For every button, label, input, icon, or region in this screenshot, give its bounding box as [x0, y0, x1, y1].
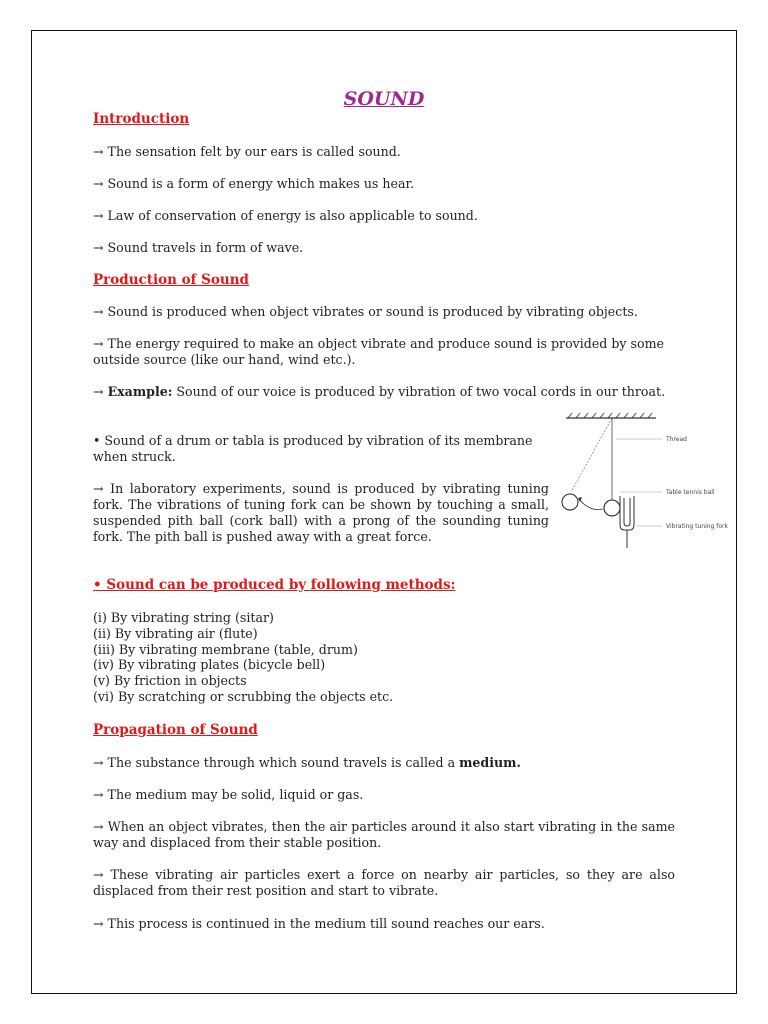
- label-tuning-fork: Vibrating tuning fork: [666, 523, 728, 530]
- example-label: Example:: [107, 384, 173, 399]
- example-text: Sound of our voice is produced by vibration of two vocal cords in our throat.: [172, 384, 666, 399]
- label-thread: Thread: [666, 436, 687, 443]
- list-item: (iv) By vibrating plates (bicycle bell): [93, 657, 326, 673]
- intro-line-4: → Sound travels in form of wave.: [93, 240, 304, 255]
- intro-line-3: → Law of conservation of energy is also applicable to sound.: [93, 208, 478, 223]
- list-item: (vi) By scratching or scrubbing the objects etc.: [93, 688, 394, 704]
- propagation-paragraph-1: [93, 755, 521, 771]
- example-arrow: →: [93, 384, 108, 399]
- list-item: (iii) By vibrating membrane (table, drum): [93, 641, 358, 657]
- methods-list: [93, 610, 393, 705]
- propagation-paragraph-5: → This process is continued in the medium till sound reaches our ears.: [93, 916, 545, 931]
- methods-heading: • Sound can be produced by following methods:: [93, 577, 456, 593]
- production-example: [93, 384, 675, 400]
- tuning-fork-diagram: [558, 408, 740, 554]
- propagation-paragraph-4: → These vibrating air particles exert a force on nearby air particles, so they are also displaced from their rest position and start to vibrate.: [93, 867, 675, 898]
- production-paragraph-1: → Sound is produced when object vibrates or sound is produced by vibrating objects.: [93, 304, 638, 319]
- intro-line-1: → The sensation felt by our ears is called sound.: [93, 144, 401, 159]
- propagation-paragraph-2: → The medium may be solid, liquid or gas.: [93, 787, 364, 802]
- medium-term: medium.: [459, 755, 521, 770]
- list-item: (i) By vibrating string (sitar): [93, 610, 274, 625]
- medium-text: → The substance through which sound travels is called a: [93, 755, 460, 770]
- propagation-paragraph-3: → When an object vibrates, then the air particles around it also start vibrating in the same way and displaced from their stable position.: [93, 819, 675, 850]
- production-heading: Production of Sound: [93, 272, 249, 288]
- production-paragraph-2: → The energy required to make an object vibrate and produce sound is provided by some outside source (like our hand, wind etc.).: [93, 336, 664, 367]
- label-table-tennis-ball: Table tennis ball: [666, 489, 715, 496]
- tuning-fork: [620, 496, 634, 548]
- page-title: SOUND: [343, 88, 425, 110]
- propagation-heading: Propagation of Sound: [93, 722, 258, 738]
- intro-line-2: → Sound is a form of energy which makes us hear.: [93, 176, 415, 191]
- introduction-heading: Introduction: [93, 111, 190, 127]
- list-item: (ii) By vibrating air (flute): [93, 625, 258, 641]
- list-item: (v) By friction in objects: [93, 673, 247, 689]
- tuning-fork-paragraph: → In laboratory experiments, sound is produced by vibrating tuning fork. The vibrations of tuning fork can be shown by touching a small, suspended pith ball (cork ball) with a prong of the sounding tuning fork. The pith ball is pushed away with a great force.: [93, 481, 549, 544]
- pith-ball: [604, 500, 620, 516]
- drum-tabla-bullet: • Sound of a drum or tabla is produced by vibration of its membrane when struck.: [93, 433, 533, 464]
